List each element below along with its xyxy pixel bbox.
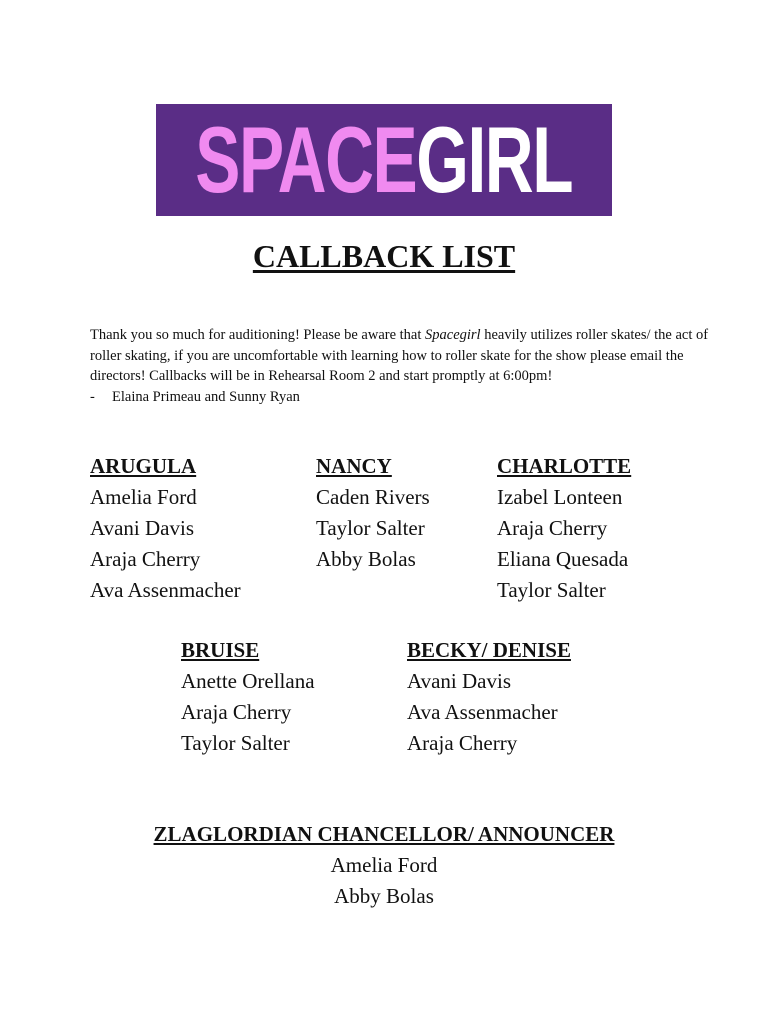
cast-name: Anette Orellana — [181, 669, 315, 693]
role-title-chancellor: ZLAGLORDIAN CHANCELLOR/ ANNOUNCER — [153, 822, 615, 846]
cast-name: Araja Cherry — [407, 731, 518, 755]
intro-text: Thank you so much for auditioning! Please be aware that Spacegirl heavily utilizes roller skates/ the act of roller skating, if you are uncomfortable with learning how to roller skate for the show please email the directors! Callbacks will be in Rehearsal Room 2 and start promptly at 6:00pm! — [90, 327, 709, 384]
role-title-nancy: NANCY — [316, 454, 392, 478]
role-title-charlotte: CHARLOTTE — [497, 454, 632, 478]
role-title-arugula: ARUGULA — [90, 454, 197, 478]
role-becky-denise — [407, 635, 571, 759]
show-name: Spacegirl — [425, 327, 481, 343]
role-title-becky-denise: BECKY/ DENISE — [407, 638, 571, 662]
signature-dash: - — [90, 388, 95, 405]
cast-name: Araja Cherry — [181, 700, 292, 724]
spacegirl-logo — [156, 104, 612, 216]
role-bruise — [181, 635, 315, 759]
intro-paragraph — [90, 325, 710, 407]
cast-name: Caden Rivers — [316, 485, 430, 509]
cast-name: Izabel Lonteen — [497, 485, 623, 509]
directors-signature — [90, 387, 710, 408]
cast-name: Eliana Quesada — [497, 547, 629, 571]
role-charlotte — [497, 451, 631, 606]
logo-girl-text: GIRL — [416, 107, 573, 212]
signature-names: Elaina Primeau and Sunny Ryan — [112, 388, 300, 405]
role-title-bruise: BRUISE — [181, 638, 260, 662]
cast-name: Abby Bolas — [316, 547, 416, 571]
role-chancellor — [0, 819, 768, 912]
cast-name: Amelia Ford — [90, 485, 197, 509]
cast-name: Taylor Salter — [316, 516, 425, 540]
cast-name: Taylor Salter — [181, 731, 290, 755]
logo-text — [195, 107, 573, 212]
cast-name: Ava Assenmacher — [407, 700, 558, 724]
cast-name: Avani Davis — [90, 516, 195, 540]
cast-name: Araja Cherry — [90, 547, 201, 571]
cast-name: Abby Bolas — [334, 884, 434, 908]
cast-name: Araja Cherry — [497, 516, 608, 540]
cast-name: Ava Assenmacher — [90, 578, 241, 602]
role-arugula — [90, 451, 241, 606]
cast-name: Avani Davis — [407, 669, 512, 693]
cast-name: Amelia Ford — [330, 853, 438, 877]
role-nancy — [316, 451, 430, 575]
cast-name: Taylor Salter — [497, 578, 606, 602]
logo-space-text: SPACE — [195, 107, 417, 212]
page-title: CALLBACK LIST — [252, 238, 516, 274]
